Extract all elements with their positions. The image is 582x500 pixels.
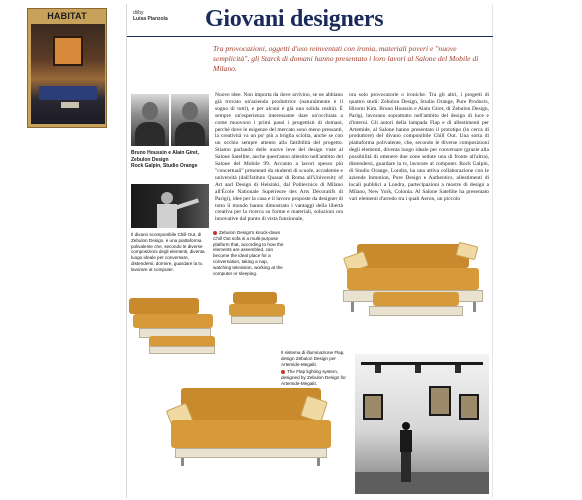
gallery-floor <box>355 472 489 494</box>
caption-flap-english <box>281 369 353 386</box>
lamp-icon <box>375 365 381 373</box>
credit-line: di/by <box>133 10 144 16</box>
cover-masthead: HABITAT <box>28 9 106 23</box>
caption-sofa-english <box>213 230 285 276</box>
designer-portraits <box>131 94 209 146</box>
sofa-photo-config-1 <box>129 286 219 356</box>
sofa-photo-main <box>339 236 487 336</box>
caption-text: Il divano scomponibile Chill Out, di Zebulon Design, è una piattaforma polivalente che, secondo le diverse composizioni degli elementi, diventa luogo ideale per conversare, distendersi, dormire, guardare la tv, lavorare al computer. <box>131 232 205 272</box>
caption-flap <box>281 350 353 387</box>
article-lead: Tra provocazioni, oggetti d'uso reinventati con ironia, materiali poveri e "nuove semplicità", gli Starck di domani hanno presentato i loro lavori al Salone del Mobile di Milano. <box>213 44 479 73</box>
cover-window <box>53 36 83 66</box>
caption-text: Zebulon Design's knock-down Chill Out sofa is a multi-purpose platform that, according to how the elements are assembled, can become the ideal place for a conversation, taking a nap, watching television, working at the computer or sleeping. <box>213 230 284 276</box>
cover-sofa <box>39 86 97 100</box>
sofa-photo-config-2 <box>227 286 289 330</box>
person-figure <box>399 422 413 482</box>
lamp-icon <box>455 365 461 373</box>
article-column-1: Nuove idee. Non importa da dove arrivino, se ne abbiano già trovato un'azienda produttrice (naturalmente è il sogno di tutti), e per alcuni è già una solida realtà). È sempre un'esperienza interessante dare un'occhiata a come muovono i primi passi i progettisti di domani, perché dove le esigenze del mercato sono meno pressanti, la creatività va un po' più a briglia sciolta, anche se con un occhio sempre attento alla fattibilità del progetto. Stiamo parlando delle nuove leve del design viste al Salone Satellite, anche quest'anno allestito nell'ambito del Salone del Mobile 99. Accanto a lavori spesso più "concettuali" presentati da studenti di scuole, accademie e università (dall'Istituto Quasar di Roma all'University of Art and Design di Helsinki, dal Politecnico di Milano all'École Nationale Supérieure des Arts Décoratifs di Parigi), idee per la casa e il lavoro proposte da designer di tutto il mondo hanno dimostrato i vantaggi della libertà creativa per la ricerca su forme e materiali, soluzioni ora innovative dal punto di vista funzionale, <box>215 92 343 223</box>
lamp-icon <box>415 365 421 373</box>
article-column-2: ora solo provocatorie o ironiche. Tra gli altri, i progetti di quattro studi: Zebulon Design, Studio Orange, Pure Products, Hiromi Kim. Bruno Houssin e Alain Giret, di Zebulon Design, Parigi, lavorano soprattutto nell'ambito del design di luce e d'interni. Gli autori della lampada Flap e di allestimenti per Artemide, al Salone hanno presentato il prototipo (in cerca di produttore) del divano componibile Chill Out. Una sorta di piattaforma polivalente, che, secondo le diverse composizioni degli elementi, diventa luogo ideale per conversare (grazie alla possibilità di ottenere due zone sedute una di fronte all'altra), distendersi, guardare la tv, lavorare al computer. Rock Galpin, di Studio Orange, Londra, ha una attiva collaborazione con le aziende Inmotion, Pure Design e Authentics, allestimenti di locali pubblici a Londra, partecipazioni a mostre di design a Milano, New York, Colonia. Al Salone Satellite ha presentato vari elementi d'arredo tra i quali Aeron, un piccolo <box>349 92 489 202</box>
portrait-photo <box>171 94 209 146</box>
author-name: Luisa Pianzola <box>133 16 168 22</box>
sofa-photo-bottom <box>167 384 335 468</box>
caption-bullet-icon <box>213 231 217 235</box>
wall-artwork <box>363 394 383 420</box>
cover-photo <box>31 24 105 124</box>
magazine-cover <box>27 8 107 128</box>
caption-flap-italian: Il sistema di illuminazione Flap, design Zebulon Design per Artemide-Megalit. <box>281 350 345 367</box>
portrait-photo <box>131 94 169 146</box>
wall-artwork <box>459 394 479 420</box>
flap-lighting-photo <box>355 354 489 494</box>
wall-artwork <box>429 386 451 416</box>
title-rule <box>127 36 493 37</box>
designer-photo <box>131 184 209 228</box>
caption-sofa-italian <box>131 232 207 273</box>
portrait-caption: Bruno Houssin e Alain Giret, Zebulon Design Rock Galpin, Studio Orange <box>131 150 199 169</box>
byline <box>133 10 168 22</box>
caption-bullet-icon <box>281 370 285 374</box>
caption-text: The Flap lighting system, designed by Zebulon Design for Artemide-Megalit. <box>281 369 346 386</box>
article-page <box>126 4 492 498</box>
article-title: Giovani designers <box>205 6 384 32</box>
cover-table <box>61 102 79 108</box>
